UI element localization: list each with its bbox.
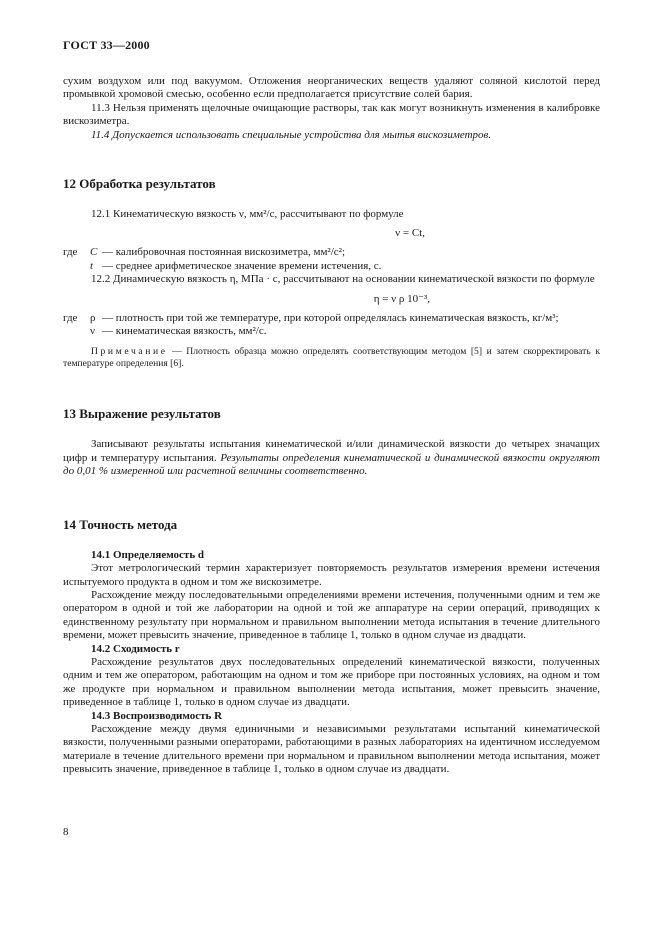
s13-paragraph [63, 438, 600, 478]
symbol-t: t [90, 259, 94, 272]
s12-paragraph-2: 12.2 Динамическую вязкость η, МПа · с, рассчитывают на основании кинематической вязкости по формуле [91, 273, 595, 286]
where-word: где [63, 311, 78, 324]
where-row-t [63, 260, 600, 273]
where-row-rho [63, 312, 600, 325]
page-number: 8 [63, 826, 69, 838]
where-text-t: — среднее арифметическое значение времени истечения, с. [102, 259, 382, 272]
symbol-c: C [90, 246, 98, 259]
section-14-title: 14 Точность метода [63, 516, 178, 532]
note [63, 346, 600, 370]
s14-1-paragraph-1: Этот метрологический термин характеризует повторяемость результатов измерения времени истечения испытуемого продукта в одном и том же вискозиметре. [63, 562, 600, 588]
intro-paragraph-1: сухим воздухом или под вакуумом. Отложения неорганических веществ удаляют соляной кислотой перед промывкой хромовой смесью, особенно если предполагается присутствие солей бария. [63, 75, 600, 101]
document-header: ГОСТ 33—2000 [63, 38, 150, 52]
note-label: Примечание [91, 346, 168, 358]
where-word: где [63, 246, 78, 259]
intro-paragraph-2: 11.3 Нельзя применять щелочные очищающие растворы, так как могут возникнуть изменения в калибровке вискозиметра. [63, 101, 600, 128]
formula-kinematic: ν = Ct, [395, 227, 425, 240]
document-page [63, 38, 600, 777]
symbol-rho: ρ [90, 311, 96, 324]
where-text-nu: — кинематическая вязкость, мм²/с. [102, 325, 267, 338]
where-row-c [63, 246, 600, 259]
where-text-c: — калибровочная постоянная вискозиметра, мм²/с²; [102, 246, 346, 259]
subsection-14-2: 14.2 Сходимость r [91, 642, 180, 655]
subsection-14-1: 14.1 Определяемость d [91, 548, 205, 561]
intro-paragraph-3: 11.4 Допускается использовать специальные устройства для мытья вискозиметров. [91, 128, 492, 141]
s14-3-paragraph: Расхождение между двумя единичными и независимыми результатами испытаний кинематической вязкости, полученными разными операторами, работающими в разных лабораториях на идентичном исследуемом материале в течение длительного времени при нормальном и правильном выполнении метода испытания, может превысить значение, приведенное в таблице 1, только в одном случае из двадцати. [63, 722, 600, 776]
s14-1-paragraph-2: Расхождение между последовательными определениями времени истечения, полученными одним и тем же оператором в одной и той же лаборатории на одной и той же аппаратуре на серии операций, приводящих к единственному результату при нормальном и правильном выполнении метода испытания в течение длительного времени, может превысить значение, приведенное в таблице 1, только в одном случае из двадцати. [63, 588, 600, 642]
where-row-nu [63, 325, 600, 338]
s13-text: Записывают результаты испытания кинематической и/или динамической вязкости до четырех значащих цифр и температуру испытания. [63, 438, 600, 464]
where-text-rho: — плотность при той же температуре, при которой определялась кинематическая вязкость, кг/м³; [102, 311, 559, 324]
s12-paragraph-1: 12.1 Кинематическую вязкость ν, мм²/с, рассчитывают по формуле [91, 208, 404, 221]
s14-2-paragraph: Расхождение результатов двух последовательных определений кинематической вязкости, полученных одним и тем же оператором, работающим на одном и том же приборе при постоянных условиях, на одном и том же продукте при нормальном и правильном выполнении метода испытания, может превысить значение, приведенное в таблице 1, только в одном случае из двадцати. [63, 655, 600, 709]
formula-dynamic: η = ν ρ 10⁻³, [373, 292, 430, 305]
symbol-nu: ν [90, 325, 95, 338]
note-text: — Плотность образца можно определять соответствующим методом [5] и затем скорректировать к температуре определения [6]. [63, 346, 600, 370]
subsection-14-3: 14.3 Воспроизводимость R [91, 709, 223, 722]
s13-text-italic: Результаты определения кинематической и динамической вязкости округляют до 0,01 % измеренной или расчетной величины соответственно. [63, 451, 600, 478]
section-12-title: 12 Обработка результатов [63, 176, 216, 192]
section-13-title: 13 Выражение результатов [63, 406, 221, 422]
